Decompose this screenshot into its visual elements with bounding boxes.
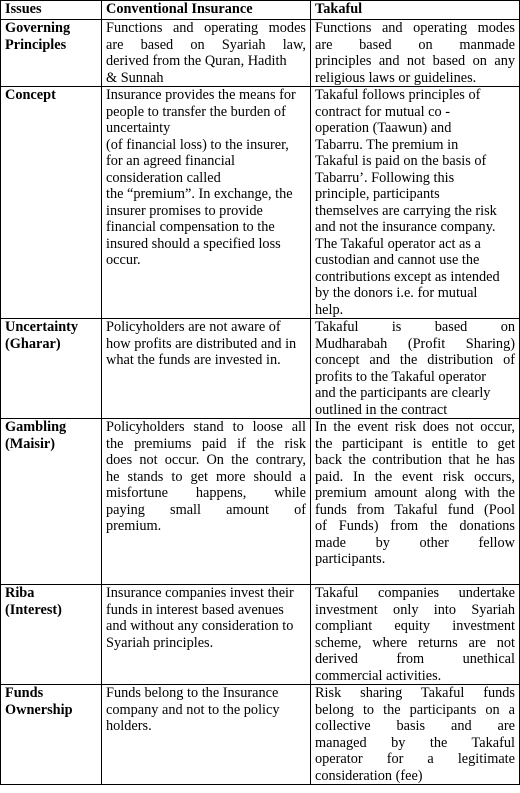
takaful-cell-line: derived from unethical (315, 651, 515, 667)
takaful-cell-line: concept and the distribution of (315, 352, 515, 368)
conventional-cell (102, 20, 311, 87)
takaful-cell (311, 585, 520, 685)
issue-cell-line: Ownership (5, 701, 73, 718)
takaful-cell-line: contract for mutual co - (315, 103, 450, 120)
takaful-cell-line: In the event risk does not occur, (315, 419, 515, 435)
conventional-cell-line: financial compensation to the (106, 219, 275, 235)
takaful-cell-line: Mudharabah (Profit Sharing) (315, 335, 515, 352)
takaful-cell-line: Takaful is based on (315, 319, 515, 335)
conventional-cell-line: uncertainty (106, 120, 171, 136)
takaful-cell-line: consideration (fee) (315, 767, 423, 784)
conventional-cell-line: what the funds are invested in. (106, 352, 281, 368)
conventional-cell-line: premium. (106, 518, 162, 534)
takaful-cell-line: principle, participants (315, 186, 440, 202)
header-conventional-insurance: Conventional Insurance (102, 1, 311, 20)
takaful-cell-line: by the donors i.e. for mutual (315, 285, 478, 301)
conventional-cell-line: does not occur. On the contrary, (106, 452, 306, 468)
conventional-cell-line: & Sunnah (106, 69, 164, 86)
takaful-cell-line: principles and not based on any (315, 53, 515, 69)
takaful-cell-line: participants. (315, 551, 386, 567)
takaful-cell (311, 87, 520, 319)
conventional-cell-line: Funds belong to the Insurance (106, 685, 279, 701)
takaful-cell-line: of Funds) from the donations (315, 518, 515, 534)
takaful-cell-line: Risk sharing Takaful funds (315, 685, 515, 701)
takaful-cell-line: made by other fellow (315, 534, 515, 551)
conventional-cell-line: Policyholders are not aware of (106, 319, 281, 335)
issue-cell-line: (Gharar) (5, 335, 61, 352)
conventional-cell-line: and without any consideration to (106, 618, 294, 634)
conventional-cell-line: insured should a specified loss (106, 235, 281, 252)
takaful-cell-line: the participant is entitle to get (315, 435, 515, 452)
conventional-cell (102, 419, 311, 585)
conventional-cell-line: occur. (106, 252, 141, 268)
conventional-cell-line: (of financial loss) to the insurer, (106, 136, 289, 153)
takaful-cell-line: profits to the Takaful operator (315, 368, 487, 385)
takaful-cell-line: compliant equity investment (315, 618, 515, 634)
table-row-funds-ownership (1, 685, 520, 785)
table-row-governing-principles (1, 20, 520, 87)
issue-cell-line: (Interest) (5, 601, 62, 618)
table-row-gambling (1, 419, 520, 585)
conventional-cell-line: Insurance provides the means for (106, 87, 296, 103)
conventional-cell-line: the premiums paid if the risk (106, 435, 306, 452)
takaful-cell-line: The Takaful operator act as a (315, 235, 481, 252)
takaful-cell-line: premium amount along with the (315, 485, 515, 501)
takaful-cell-line: Takaful follows principles of (315, 87, 481, 103)
issue-cell-line: Riba (5, 585, 35, 601)
takaful-cell-line: and the participants are clearly (315, 385, 491, 401)
takaful-cell-line: outlined in the contract (315, 401, 448, 418)
takaful-cell (311, 319, 520, 419)
takaful-cell-line: operation (Taawun) and (315, 120, 452, 136)
conventional-cell-line: how profits are distributed and in (106, 335, 297, 352)
conventional-cell-line: Syariah principles. (106, 634, 214, 651)
header-row (1, 1, 520, 20)
issue-cell-line: Uncertainty (5, 319, 79, 335)
table-row-uncertainty (1, 319, 520, 419)
conventional-cell-line: derived from the Quran, Hadith (106, 53, 287, 69)
conventional-cell-line: Insurance companies invest their (106, 585, 294, 601)
conventional-cell-line: company and not to the policy (106, 701, 280, 718)
issue-cell (1, 20, 102, 87)
takaful-cell-line: collective basis and are (315, 718, 515, 734)
issue-cell-line: Gambling (5, 419, 67, 435)
takaful-cell-line: and not the insurance company. (315, 219, 496, 235)
issue-cell-line: Principles (5, 36, 67, 53)
conventional-cell (102, 685, 311, 785)
issue-cell (1, 585, 102, 685)
takaful-cell-line: scheme, where returns are not (315, 634, 515, 651)
conventional-cell-line: paying small amount of (106, 501, 306, 518)
takaful-cell-line: belong to the participants on a (315, 701, 515, 718)
takaful-cell-line: paid. In the event risk occurs, (315, 468, 515, 485)
takaful-cell-line: funds from Takaful fund (Pool (315, 501, 515, 518)
takaful-cell-line: help. (315, 301, 344, 318)
takaful-cell-line: Tabarru’. Following this (315, 169, 455, 186)
table-row-riba (1, 585, 520, 685)
conventional-cell-line: insurer promises to provide (106, 202, 263, 219)
conventional-cell-line: Policyholders stand to loose all (106, 419, 306, 435)
takaful-cell-line: Takaful companies undertake (315, 585, 515, 601)
takaful-cell (311, 685, 520, 785)
conventional-cell-line: the “premium”. In exchange, the (106, 186, 293, 202)
issue-cell (1, 685, 102, 785)
takaful-cell-line: managed by the Takaful (315, 734, 515, 751)
takaful-cell-line: Takaful is paid on the basis of (315, 153, 487, 169)
table-row-concept (1, 87, 520, 319)
takaful-cell-line: custodian and cannot use the (315, 252, 480, 268)
header-issues: Issues (1, 1, 102, 20)
takaful-cell-line: commercial activities. (315, 667, 442, 684)
conventional-cell-line: for an agreed financial (106, 153, 235, 169)
conventional-cell-line: people to transfer the burden of (106, 103, 286, 120)
conventional-cell (102, 319, 311, 419)
conventional-cell-line: he stands to get more should a (106, 468, 306, 485)
issue-cell-line: Governing (5, 20, 71, 36)
issue-cell (1, 419, 102, 585)
conventional-cell-line: Functions and operating modes (106, 20, 306, 36)
conventional-cell-line: are based on Syariah law, (106, 36, 306, 53)
takaful-cell (311, 20, 520, 87)
takaful-cell-line: operator for a legitimate (315, 751, 515, 767)
takaful-cell-line: are based on manmade (315, 36, 515, 53)
takaful-cell-line: investment only into Syariah (315, 601, 515, 618)
conventional-cell-line: misfortune happens, while (106, 485, 306, 501)
issue-cell-line: (Maisir) (5, 435, 56, 452)
takaful-cell-line: religious laws or guidelines. (315, 69, 477, 86)
conventional-cell-line: consideration called (106, 169, 221, 186)
takaful-cell-line: themselves are carrying the risk (315, 202, 497, 219)
issue-cell (1, 319, 102, 419)
takaful-cell-line: back the contribution that he has (315, 452, 515, 468)
conventional-cell (102, 585, 311, 685)
issue-cell-line: Funds (5, 685, 44, 701)
header-takaful: Takaful (311, 1, 520, 20)
takaful-cell-line: Tabarru. The premium in (315, 136, 459, 153)
issue-cell (1, 87, 102, 319)
conventional-cell-line: funds in interest based avenues (106, 601, 284, 618)
conventional-cell (102, 87, 311, 319)
takaful-cell-line: contributions except as intended (315, 268, 500, 285)
conventional-cell-line: holders. (106, 718, 152, 734)
takaful-cell-line: Functions and operating modes (315, 20, 515, 36)
takaful-cell (311, 419, 520, 585)
issue-cell-line: Concept (5, 87, 56, 103)
